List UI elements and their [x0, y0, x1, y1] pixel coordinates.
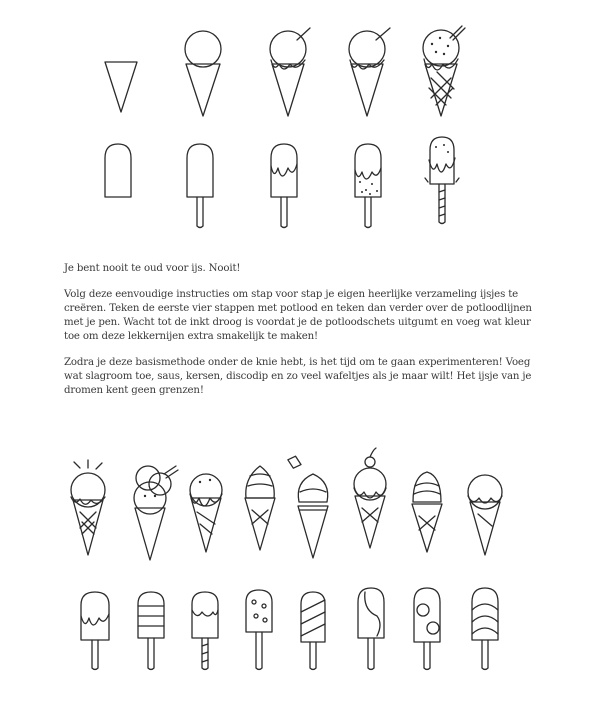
popsicle-step-2	[187, 144, 213, 228]
experiment-paragraph: Zodra je deze basismethode onder de knie hebt, is het tijd om te gaan experimenteren! Voeg wat slagroom toe, saus, kersen, discodip en zo veel wafeltjes als je maar wilt! Het ijsje van je dromen kent geen grenzen!	[64, 357, 532, 396]
gallery-cone-2	[134, 466, 178, 560]
gallery-cone-3	[190, 474, 222, 552]
popsicle-step-5	[425, 137, 459, 224]
gallery-cone-5	[286, 454, 328, 558]
gallery-popsicle-6	[358, 588, 384, 670]
popsicle-step-1	[105, 144, 131, 197]
cone-step-1	[105, 62, 137, 112]
gallery-cone-6	[354, 448, 386, 548]
intro-line: Je bent nooit te oud voor ijs. Nooit!	[64, 263, 241, 274]
gallery-cone-7	[412, 472, 442, 552]
instruction-text	[64, 262, 534, 410]
gallery-popsicle-2	[138, 592, 164, 670]
gallery-cone-4	[245, 466, 275, 550]
cone-step-4	[349, 28, 390, 116]
cone-step-5	[423, 26, 465, 116]
gallery-popsicle-7	[414, 588, 440, 670]
popsicle-step-4	[355, 144, 381, 228]
popsicle-step-3	[271, 144, 297, 228]
gallery-popsicle-5	[301, 592, 325, 670]
gallery-popsicle-1	[81, 592, 109, 670]
gallery-popsicle-4	[246, 590, 272, 670]
cone-step-2	[185, 31, 221, 116]
gallery-popsicle-3	[192, 592, 218, 670]
gallery-popsicle-8	[472, 588, 498, 670]
tutorial-illustrations	[0, 0, 600, 250]
gallery-cone-8	[468, 475, 502, 555]
instructions-paragraph: Volg deze eenvoudige instructies om stap voor stap je eigen heerlijke verzameling ijsjes te creëren. Teken de eerste vier stappen met potlood en teken dan verder over de potloodlijnen met je pen. Wacht tot de inkt droog is voordat je de potloodschets uitgumt en voeg wat kleur toe om deze lekkernijen extra smakelijk te maken!	[64, 289, 532, 342]
cone-step-3	[270, 28, 310, 116]
gallery-cone-1	[71, 460, 105, 555]
ice-cream-gallery	[0, 420, 600, 710]
